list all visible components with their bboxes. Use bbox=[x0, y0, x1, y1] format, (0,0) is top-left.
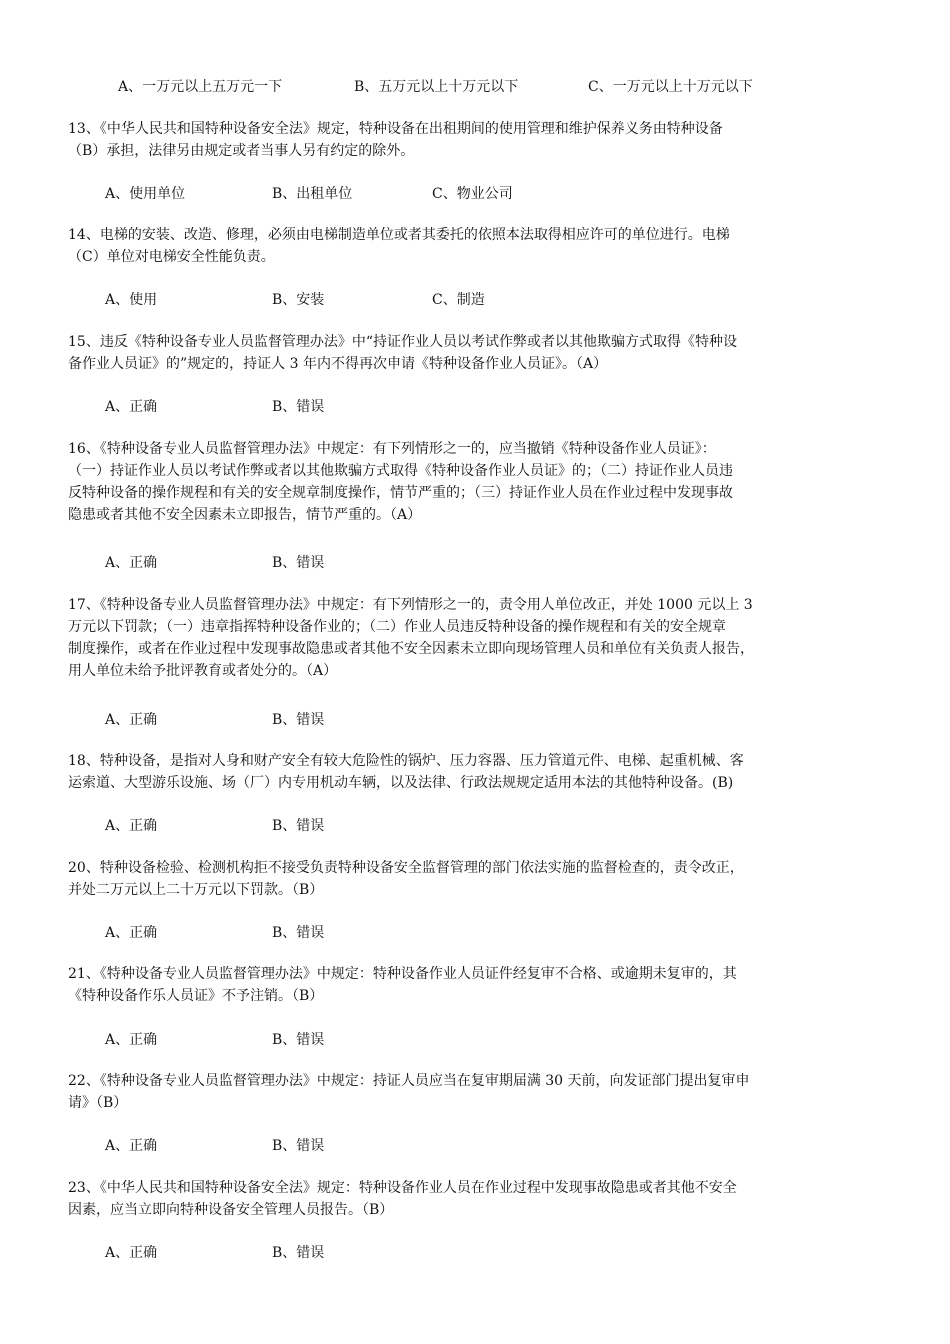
option-a: A、使用 bbox=[105, 292, 158, 308]
option-c: C、制造 bbox=[432, 292, 485, 308]
question-text-line: 《特种设备作乐人员证》不予注销。（B） bbox=[68, 988, 324, 1004]
question-text-line: 18、特种设备，是指对人身和财产安全有较大危险性的锅炉、压力容器、压力管道元件、电梯、起重机械、客 bbox=[68, 753, 744, 769]
option-a: A、正确 bbox=[105, 1138, 158, 1154]
option-a: A、正确 bbox=[105, 399, 158, 415]
question-21 bbox=[68, 963, 883, 1007]
option-a: A、正确 bbox=[105, 818, 158, 834]
question-17 bbox=[68, 594, 883, 682]
question-text-line: 制度操作，或者在作业过程中发现事故隐患或者其他不安全因素未立即向现场管理人员和单位有关负责人报告， bbox=[68, 641, 754, 657]
option-a: A、正确 bbox=[105, 1245, 158, 1261]
question-text-line: 隐患或者其他不安全因素未立即报告，情节严重的。（A） bbox=[68, 507, 422, 523]
question-14 bbox=[68, 224, 883, 268]
question-text-line: （B）承担，法律另由规定或者当事人另有约定的除外。 bbox=[68, 143, 415, 159]
question-text-line: 请》（B） bbox=[68, 1095, 128, 1111]
option-b: B、错误 bbox=[272, 555, 325, 571]
question-13 bbox=[68, 118, 883, 162]
option-b: B、错误 bbox=[272, 925, 325, 941]
option-a: A、使用单位 bbox=[105, 186, 186, 202]
question-18 bbox=[68, 750, 883, 794]
question-text-line: 15、违反《特种设备专业人员监督管理办法》中“持证作业人员以考试作弊或者以其他欺骗方式取得《特种设 bbox=[68, 334, 737, 350]
question-text-line: 20、特种设备检验、检测机构拒不接受负责特种设备安全监督管理的部门依法实施的监督检查的，责令改正， bbox=[68, 860, 744, 876]
question-text-line: 反特种设备的操作规程和有关的安全规章制度操作，情节严重的；（三）持证作业人员在作业过程中发现事故 bbox=[68, 485, 733, 501]
option-a: A、一万元以上五万元一下 bbox=[118, 79, 283, 95]
question-16 bbox=[68, 438, 883, 526]
option-b: B、错误 bbox=[272, 818, 325, 834]
option-b: B、五万元以上十万元以下 bbox=[354, 79, 519, 95]
question-text-line: 备作业人员证》的”规定的，持证人 3 年内不得再次申请《特种设备作业人员证》。（A） bbox=[68, 356, 608, 372]
question-text-line: 因素，应当立即向特种设备安全管理人员报告。（B） bbox=[68, 1202, 394, 1218]
option-b: B、错误 bbox=[272, 399, 325, 415]
question-text-line: 21、《特种设备专业人员监督管理办法》中规定：特种设备作业人员证件经复审不合格、或逾期未复审的，其 bbox=[68, 966, 737, 982]
question-text-line: 13、《中华人民共和国特种设备安全法》规定，特种设备在出租期间的使用管理和维护保养义务由特种设备 bbox=[68, 121, 723, 137]
question-text-line: 运索道、大型游乐设施、场（厂）内专用机动车辆，以及法律、行政法规规定适用本法的其他特种设备。(B) bbox=[68, 775, 734, 791]
option-b: B、出租单位 bbox=[272, 186, 353, 202]
option-c: C、一万元以上十万元以下 bbox=[588, 79, 753, 95]
option-c: C、物业公司 bbox=[432, 186, 513, 202]
question-text-line: 22、《特种设备专业人员监督管理办法》中规定：持证人员应当在复审期届满 30 天前，向发证部门提出复审申 bbox=[68, 1073, 750, 1089]
option-a: A、正确 bbox=[105, 925, 158, 941]
question-text-line: （C）单位对电梯安全性能负责。 bbox=[68, 249, 275, 265]
question-22 bbox=[68, 1070, 883, 1114]
question-23 bbox=[68, 1177, 883, 1221]
question-15 bbox=[68, 331, 883, 375]
option-b: B、错误 bbox=[272, 1032, 325, 1048]
option-b: B、错误 bbox=[272, 1138, 325, 1154]
option-b: B、安装 bbox=[272, 292, 325, 308]
question-text-line: 用人单位未给予批评教育或者处分的。（A） bbox=[68, 663, 338, 679]
question-text-line: 14、电梯的安装、改造、修理，必须由电梯制造单位或者其委托的依照本法取得相应许可的单位进行。电梯 bbox=[68, 227, 730, 243]
question-text-line: 23、《中华人民共和国特种设备安全法》规定：特种设备作业人员在作业过程中发现事故隐患或者其他不安全 bbox=[68, 1180, 737, 1196]
question-text-line: 万元以下罚款；（一）违章指挥特种设备作业的；（二）作业人员违反特种设备的操作规程和有关的安全规章 bbox=[68, 619, 726, 635]
option-b: B、错误 bbox=[272, 712, 325, 728]
question-text-line: （一）持证作业人员以考试作弊或者以其他欺骗方式取得《特种设备作业人员证》的；（二）持证作业人员违 bbox=[68, 463, 733, 479]
option-a: A、正确 bbox=[105, 712, 158, 728]
option-b: B、错误 bbox=[272, 1245, 325, 1261]
question-text-line: 17、《特种设备专业人员监督管理办法》中规定：有下列情形之一的，责令用人单位改正，并处 1000 元以上 3 bbox=[68, 597, 753, 613]
option-a: A、正确 bbox=[105, 555, 158, 571]
question-20 bbox=[68, 857, 883, 901]
question-text-line: 并处二万元以上二十万元以下罚款。（B） bbox=[68, 882, 324, 898]
option-a: A、正确 bbox=[105, 1032, 158, 1048]
question-text-line: 16、《特种设备专业人员监督管理办法》中规定：有下列情形之一的，应当撤销《特种设备作业人员证》： bbox=[68, 441, 716, 457]
